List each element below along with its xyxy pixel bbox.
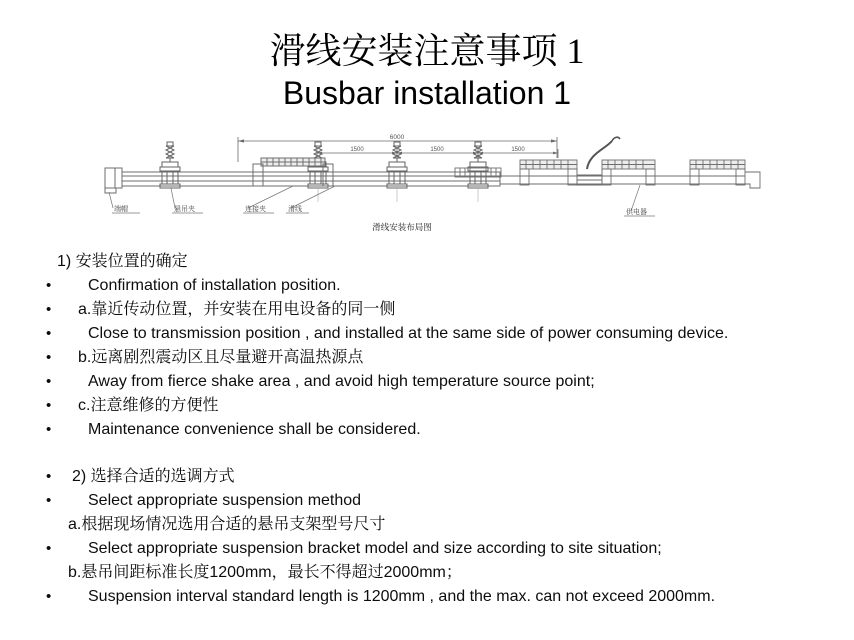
line-text: a.靠近传动位置，并安装在用电设备的同一侧 bbox=[78, 301, 396, 318]
bullet-marker: • bbox=[46, 325, 52, 342]
section-heading bbox=[40, 465, 830, 489]
line-text: Away from fierce shake area , and avoid high temperature source point; bbox=[88, 373, 595, 390]
dim-seg2: 1500 bbox=[430, 147, 444, 153]
diagram-caption: 滑线安装布局图 bbox=[372, 222, 432, 232]
line-text: c.注意维修的方便性 bbox=[78, 397, 219, 414]
label-end-cap: 端帽 bbox=[114, 206, 128, 213]
line-text: Suspension interval standard length is 1200mm , and the max. can not exceed 2000mm. bbox=[88, 588, 716, 605]
line-text: Select appropriate suspension method bbox=[88, 492, 362, 509]
label-connection-clamp: 连接夹 bbox=[245, 206, 266, 213]
slide-body bbox=[40, 250, 830, 609]
bullet-marker: • bbox=[46, 301, 52, 318]
bullet-marker: • bbox=[46, 277, 52, 294]
bullet-marker: • bbox=[46, 349, 52, 366]
list-item bbox=[40, 346, 830, 370]
list-item bbox=[40, 370, 830, 394]
line-text: 1) 安装位置的确定 bbox=[57, 253, 188, 270]
dimension-lines bbox=[238, 137, 558, 202]
bullet-marker: • bbox=[46, 588, 52, 605]
title-block bbox=[0, 28, 854, 112]
label-busbar: 滑线 bbox=[288, 206, 302, 213]
list-item bbox=[40, 298, 830, 322]
dim-overall: 6000 bbox=[389, 134, 405, 141]
page-title-en: Busbar installation 1 bbox=[282, 75, 572, 111]
list-item bbox=[40, 274, 830, 298]
bullet-marker: • bbox=[46, 540, 52, 557]
dim-seg1: 1500 bbox=[350, 147, 364, 153]
bullet-marker: • bbox=[46, 421, 52, 438]
page-title-zh: 滑线安装注意事项 1 bbox=[269, 31, 585, 71]
list-item bbox=[40, 537, 830, 561]
bullet-marker: • bbox=[46, 397, 52, 414]
busbar-diagram bbox=[95, 128, 765, 236]
list-item bbox=[40, 394, 830, 418]
line-text: Maintenance convenience shall be considered. bbox=[88, 421, 421, 438]
line-text: 2) 选择合适的选调方式 bbox=[72, 468, 235, 485]
bullet-marker: • bbox=[46, 468, 52, 485]
label-suspension-clamp: 悬吊夹 bbox=[174, 206, 195, 213]
list-item bbox=[40, 585, 830, 609]
line-text: a.根据现场情况选用合适的悬吊支架型号尺寸 bbox=[68, 516, 386, 533]
dim-seg3: 1500 bbox=[511, 147, 525, 153]
section-spacer bbox=[40, 442, 830, 465]
line-text: b.远离剧烈震动区且尽量避开高温热源点 bbox=[78, 349, 364, 366]
bullet-marker: • bbox=[46, 492, 52, 509]
list-item bbox=[40, 322, 830, 346]
section-heading bbox=[40, 250, 830, 274]
line-text: Select appropriate suspension bracket model and size according to site situation; bbox=[88, 540, 662, 557]
busbar-rail bbox=[122, 172, 745, 186]
bullet-marker: • bbox=[46, 373, 52, 390]
list-item bbox=[40, 513, 830, 537]
label-power-feed: 供电器 bbox=[626, 209, 647, 216]
list-item bbox=[40, 561, 830, 585]
line-text: Close to transmission position , and installed at the same side of power consuming device. bbox=[88, 325, 729, 342]
list-item bbox=[40, 489, 830, 513]
end-cap-shape bbox=[105, 168, 122, 193]
line-text: b.悬吊间距标准长度1200mm，最长不得超过2000mm； bbox=[68, 564, 462, 581]
line-text: Confirmation of installation position. bbox=[88, 277, 341, 294]
list-item bbox=[40, 418, 830, 442]
